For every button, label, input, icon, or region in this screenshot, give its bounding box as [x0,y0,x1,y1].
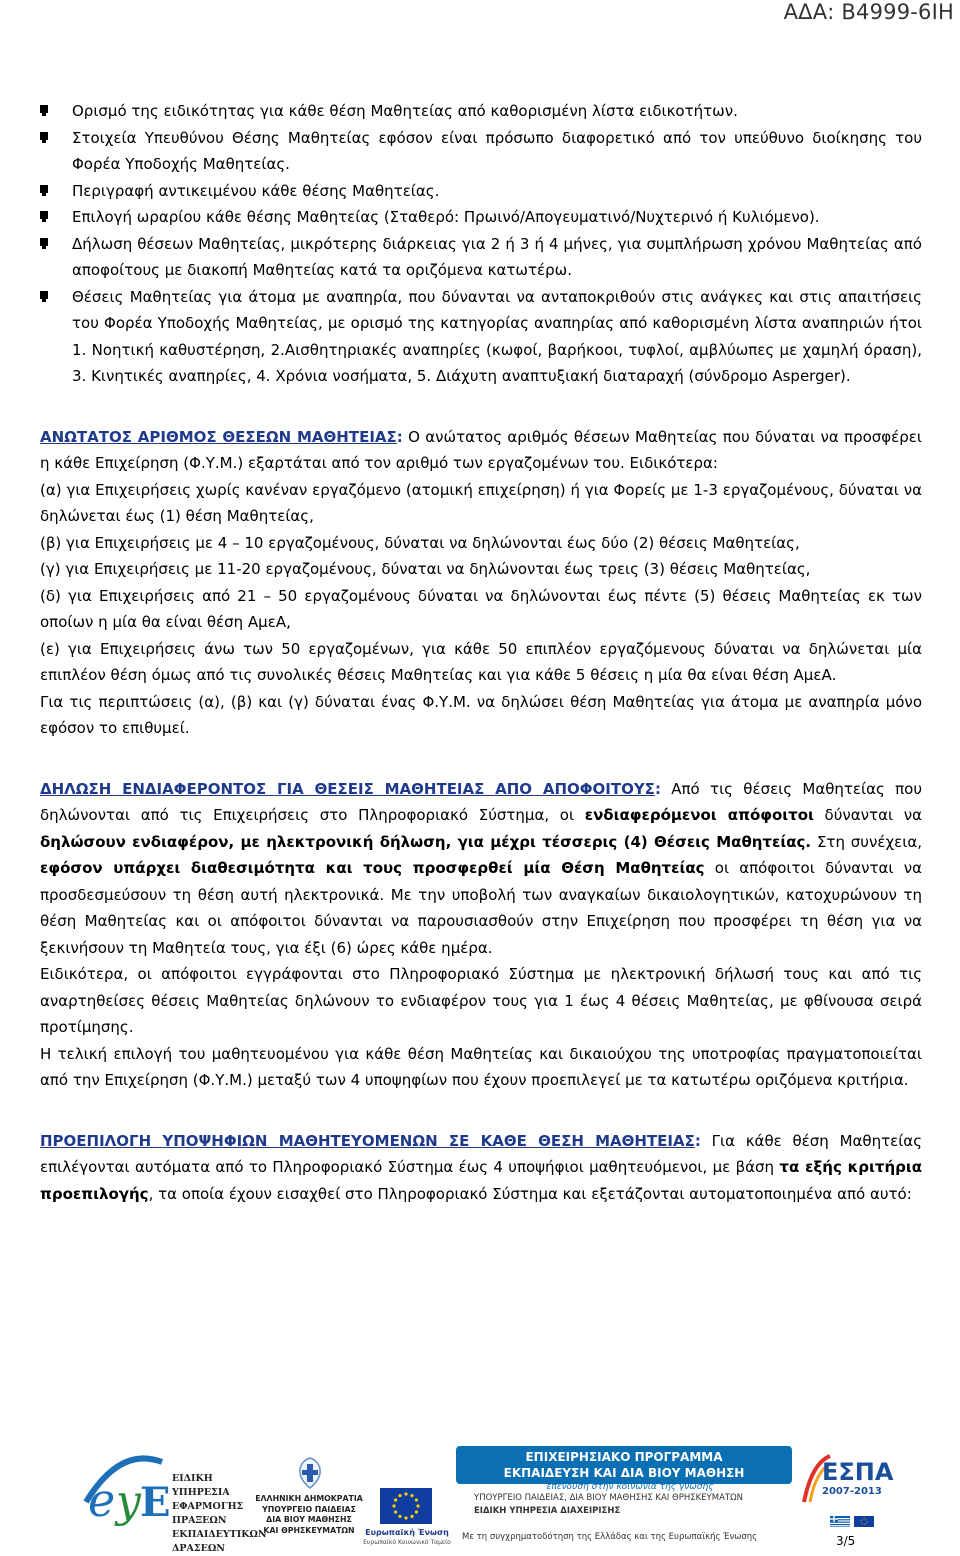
paragraph: Η τελική επιλογή του μαθητευομένου για κάθε θέση Μαθητείας και δικαιούχου της υποτροφίας πραγματοποιείται από την Επιχείρηση (Φ.Υ.Μ.) μεταξύ των 4 υποψηφίων που έχουν προεπιλεγεί με τα κατωτέρω οριζόμενα κριτήρια. [40,1044,922,1089]
section-preselection: ΠΡΟΕΠΙΛΟΓΗ ΥΠΟΨΗΦΙΩΝ ΜΑΘΗΤΕΥΟΜΕΝΩΝ ΣΕ ΚΑΘΕ ΘΕΣΗ ΜΑΘΗΤΕΙΑΣ: Για κάθε θέση Μαθητείας επιλέγονται αυτόματα από το Πληροφοριακό Σύστημα έως 4 υποψήφιοι μαθητευόμενοι, με βάση τα εξής κριτήρια προεπιλογής, τα οποία έχουν εισαχθεί στο Πληροφοριακό Σύστημα και εξετάζονται αυτοματοποιημένα από αυτό: [40,1131,923,1203]
paragraph: Ειδικότερα, οι απόφοιτοι εγγράφονται στο Πληροφοριακό Σύστημα με ηλεκτρονική δήλωσή τους και από τις αναρτηθείσες θέσεις Μαθητείας δηλώνουν το ενδιαφέρον τους για 1 έως 4 θέσεις Μαθητείας, με φθίνουσα σειρά προτίμησης. [40,965,922,1036]
greek-emblem-icon [292,1456,328,1490]
section-max-positions: ΑΝΩΤΑΤΟΣ ΑΡΙΘΜΟΣ ΘΕΣΕΩΝ ΜΑΘΗΤΕΙΑΣ: Ο ανώτατος αριθμός θέσεων Μαθητείας που δύναται να προσφέρει η κάθε Επιχείρηση (Φ.Υ.Μ.) εξαρτάται από τον αριθμό των εργαζομένων του. Ειδικότερα: [40,427,922,472]
square-bullet-icon [40,185,48,193]
flags-icon [830,1514,910,1528]
cofinancing-caption: Με τη συγχρηματοδότηση της Ελλάδας και της Ευρωπαϊκής Ένωσης [462,1532,758,1542]
paragraph: Για τις περιπτώσεις (α), (β) και (γ) δύναται ένας Φ.Υ.Μ. να δηλώσει θέση Μαθητείας για άτομα με αναπηρία μόνο εφόσον το επιθυμεί. [40,692,922,737]
square-bullet-icon [40,132,48,140]
paragraph: (ε) για Επιχειρήσεις άνω των 50 εργαζομένων, για κάθε 50 επιπλέον εργαζόμενους δύναται να δηλώνεται μία επιπλέον θέση όμως από τις συνολικές θέσεις Μαθητείας και για κάθε 5 θέσεις η μία θα είναι θέση ΑμεΑ. [40,639,922,684]
page-number: 3/5 [836,1534,856,1548]
document-body [40,98,922,1207]
espa-title: ΕΣΠΑ [822,1458,894,1486]
section-heading: ΑΝΩΤΑΤΟΣ ΑΡΙΘΜΟΣ ΘΕΣΕΩΝ ΜΑΘΗΤΕΙΑΣ [40,427,397,446]
square-bullet-icon [40,291,48,299]
program-tagline: επένδυση στην κοινωνία της γνώσης [546,1482,714,1492]
footer-logos [0,1442,960,1554]
paragraph: (γ) για Επιχειρήσεις με 11-20 εργαζομένους, δύναται να δηλώνονται έως τρεις (3) θέσεις Μαθητείας, [40,560,811,578]
espa-years: 2007-2013 [822,1486,882,1497]
square-bullet-icon [40,211,48,219]
svg-text:y: y [116,1476,141,1527]
list-item: Περιγραφή αντικειμένου κάθε θέσης Μαθητείας. [40,178,922,205]
section-interest-declaration: ΔΗΛΩΣΗ ΕΝΔΙΑΦΕΡΟΝΤΟΣ ΓΙΑ ΘΕΣΕΙΣ ΜΑΘΗΤΕΙΑΣ ΑΠΟ ΑΠΟΦΟΙΤΟΥΣ: Από τις θέσεις Μαθητείας που δηλώνονται από τις Επιχειρήσεις στο Πληροφοριακό Σύστημα, οι ενδιαφερόμενοι απόφοιτοι δύνανται να δηλώσουν ενδιαφέρον, με ηλεκτρονική δήλωση, για μέχρι τέσσερις (4) Θέσεις Μαθητείας. Στη συνέχεια, εφόσον υπάρχει διαθεσιμότητα και τους προσφερθεί μία Θέση Μαθητείας οι απόφοιτοι δύνανται να προσδεσμεύσουν τη θέση αυτή ηλεκτρονικά. Με την υποβολή των αναγκαίων δικαιολογητικών, κατοχυρώνουν τη θέση Μαθητείας και οι απόφοιτοι δύνανται να παρουσιασθούν στην Επιχείρηση που προσφέρει τη θέση για να ξεκινήσουν τη Μαθητεία τους, για έξι (6) ώρες κάθε ημέρα. [40,779,923,957]
paragraph: (β) για Επιχειρήσεις με 4 – 10 εργαζομένους, δύναται να δηλώνονται έως δύο (2) θέσεις Μαθητείας, [40,533,800,552]
svg-text:e: e [88,1473,116,1527]
eye-caption: ΕΙΔΙΚΗ ΥΠΗΡΕΣΙΑ ΕΦΑΡΜΟΓΗΣ ΠΡΑΞΕΩΝ ΕΚΠΑΙΔΕΥΤΙΚΩΝ ΔΡΑΣΕΩΝ [172,1473,267,1554]
square-bullet-icon [40,105,48,113]
eu-flag-icon [380,1488,432,1524]
list-item: Στοιχεία Υπευθύνου Θέσης Μαθητείας εφόσον είναι πρόσωπο διαφορετικό από τον υπεύθυνο διοίκησης του Φορέα Υποδοχής Μαθητείας. [40,125,922,178]
square-bullet-icon [40,238,48,246]
list-item: Δήλωση θέσεων Μαθητείας, μικρότερης διάρκειας για 2 ή 3 ή 4 μήνες, για συμπλήρωση χρόνου Μαθητείας από αποφοίτους με διακοπή Μαθητείας κατά τα οριζόμενα κατωτέρω. [40,231,922,284]
ministry-caption: ΕΛΛΗΝΙΚΗ ΔΗΜΟΚΡΑΤΙΑ ΥΠΟΥΡΓΕΙΟ ΠΑΙΔΕΙΑΣ ΔΙΑ ΒΙΟΥ ΜΑΘΗΣΗΣ ΚΑΙ ΘΡΗΣΚΕΥΜΑΤΩΝ [255,1494,363,1535]
management-caption: ΥΠΟΥΡΓΕΙΟ ΠΑΙΔΕΙΑΣ, ΔΙΑ ΒΙΟΥ ΜΑΘΗΣΗΣ ΚΑΙ ΘΡΗΣΚΕΥΜΑΤΩΝ ΕΙΔΙΚΗ ΥΠΗΡΕΣΙΑ ΔΙΑΧΕΙΡΙΣΗΣ [474,1493,743,1516]
eu-caption: Ευρωπαϊκή Ένωση Ευρωπαϊκό Κοινωνικό Ταμείο [363,1528,451,1546]
section-heading: ΔΗΛΩΣΗ ΕΝΔΙΑΦΕΡΟΝΤΟΣ ΓΙΑ ΘΕΣΕΙΣ ΜΑΘΗΤΕΙΑΣ ΑΠΟ ΑΠΟΦΟΙΤΟΥΣ [40,779,655,798]
program-banner: ΕΠΙΧΕΙΡΗΣΙΑΚΟ ΠΡΟΓΡΑΜΜΑ ΕΚΠΑΙΔΕΥΣΗ ΚΑΙ ΔΙΑ ΒΙΟΥ ΜΑΘΗΣΗ [456,1446,792,1484]
svg-text:E: E [140,1479,171,1526]
section-heading: ΠΡΟΕΠΙΛΟΓΗ ΥΠΟΨΗΦΙΩΝ ΜΑΘΗΤΕΥΟΜΕΝΩΝ ΣΕ ΚΑΘΕ ΘΕΣΗ ΜΑΘΗΤΕΙΑΣ [40,1131,695,1150]
list-item: Ορισμό της ειδικότητας για κάθε θέση Μαθητείας από καθορισμένη λίστα ειδικοτήτων. [40,98,922,125]
eye-logo-icon [80,1442,171,1534]
paragraph: (δ) για Επιχειρήσεις από 21 – 50 εργαζομένους δύναται να δηλώνονται έως πέντε (5) θέσεις Μαθητείας εκ των οποίων η μία θα είναι θέση ΑμεΑ, [40,586,922,631]
bullet-list [40,98,922,390]
list-item: Επιλογή ωραρίου κάθε θέσης Μαθητείας (Σταθερό: Πρωινό/Απογευματινό/Νυχτερινό ή Κυλιόμενο). [40,204,922,231]
ada-code: ΑΔΑ: Β4999-6ΙΗ [783,0,954,24]
paragraph: (α) για Επιχειρήσεις χωρίς κανέναν εργαζόμενο (ατομική επιχείρηση) ή για Φορείς με 1-3 εργαζομένους, δύναται να δηλώνεται έως (1) θέση Μαθητείας, [40,480,922,525]
list-item: Θέσεις Μαθητείας για άτομα με αναπηρία, που δύνανται να ανταποκριθούν στις ανάγκες και στις απαιτήσεις του Φορέα Υποδοχής Μαθητείας, με ορισμό της κατηγορίας αναπηρίας από καθορισμένη λίστα αναπηριών ήτοι 1. Νοητική καθυστέρηση, 2.Αισθητηριακές αναπηρίες (κωφοί, βαρήκοοι, τυφλοί, αμβλύωπες με χαμηλή όραση), 3. Κινητικές αναπηρίες, 4. Χρόνια νοσήματα, 5. Διάχυτη αναπτυξιακή διαταραχή (σύνδρομο Asperger). [40,284,922,390]
